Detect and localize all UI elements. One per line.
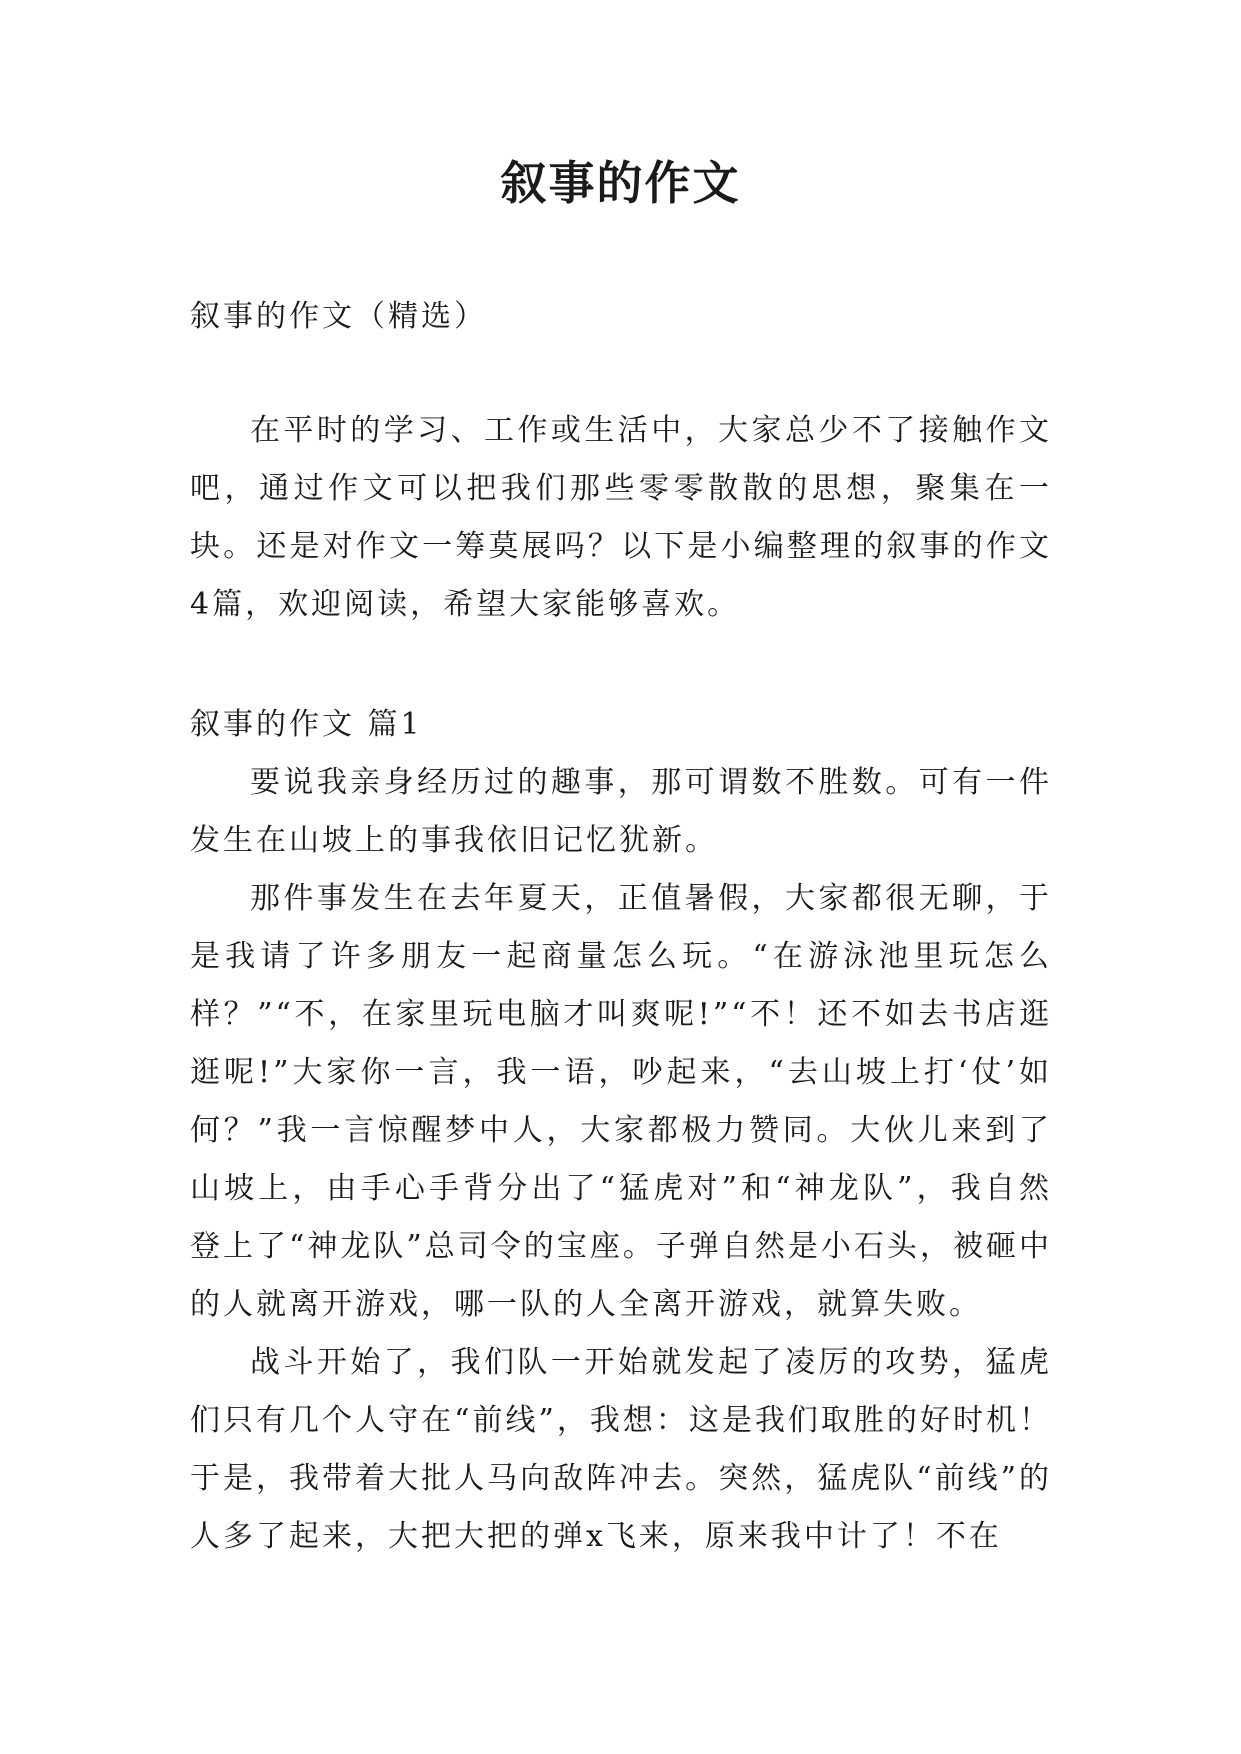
essay-paragraph: 那件事发生在去年夏天，正值暑假，大家都很无聊，于是我请了许多朋友一起商量怎么玩。“在游泳池里玩怎么样？”“不，在家里玩电脑才叫爽呢!”“不！还不如去书店逛逛呢!”大家你一言，我一语，吵起来，“去山坡上打‘仗’如何？”我一言惊醒梦中人，大家都极力赞同。大伙儿来到了山坡上，由手心手背分出了“猛虎对”和“神龙队”，我自然登上了“神龙队”总司令的宝座。子弹自然是小石头，被砸中的人就离开游戏，哪一队的人全离开游戏，就算失败。: [190, 881, 1052, 1322]
essay-paragraph: 战斗开始了，我们队一开始就发起了凌厉的攻势，猛虎们只有几个人守在“前线”，我想：这是我们取胜的好时机！于是，我带着大批人马向敌阵冲去。突然，猛虎队“前线”的人多了起来，大把大把的弹x飞来，原来我中计了！不在: [190, 1345, 1052, 1554]
essay-body: [190, 754, 1052, 1566]
essay-paragraph: 要说我亲身经历过的趣事，那可谓数不胜数。可有一件发生在山坡上的事我依旧记忆犹新。: [190, 765, 1052, 858]
intro-section: [190, 402, 1052, 634]
section-heading: 叙事的作文 篇1: [190, 707, 423, 742]
intro-paragraph: 在平时的学习、工作或生活中，大家总少不了接触作文吧，通过作文可以把我们那些零零散散的思想，聚集在一块。还是对作文一筹莫展吗？以下是小编整理的叙事的作文4篇，欢迎阅读，希望大家能够喜欢。: [190, 413, 1052, 622]
document-title: 叙事的作文: [500, 156, 741, 210]
document-subtitle: 叙事的作文（精选）: [190, 299, 487, 334]
